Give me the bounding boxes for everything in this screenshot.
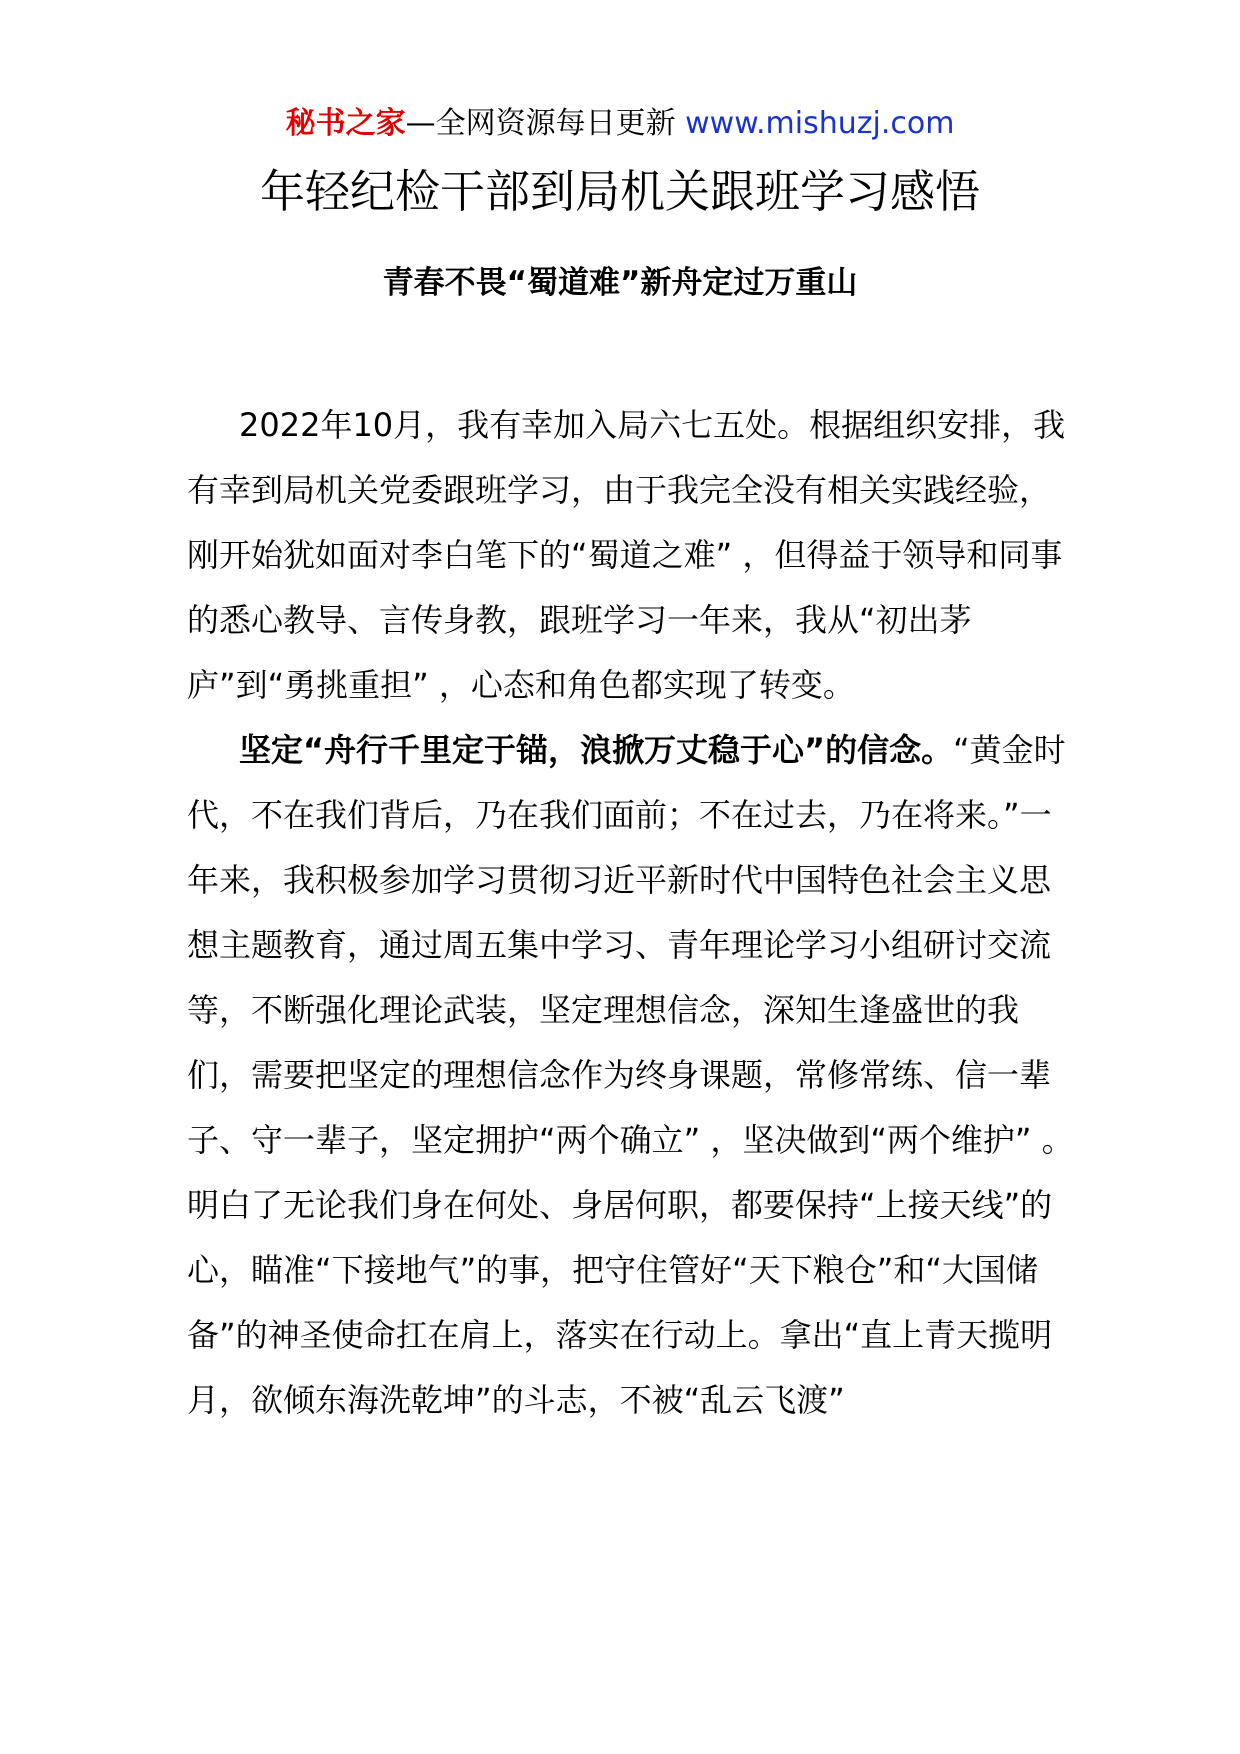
paragraph-2-text: “黄金时代，不在我们背后，乃在我们面前；不在过去，乃在将来。”一年来，我积极参加学习贯彻习近平新时代中国特色社会主义思想主题教育，通过周五集中学习、青年理论学习小组研讨交流等，不断强化理论武装，坚定理想信念，深知生逢盛世的我们，需要把坚定的理想信念作为终身课题，常修常练、信一辈子、守一辈子，坚定拥护“两个确立” ，坚决做到“两个维护” 。明白了无论我们身在何处、身居何职，都要保持“上接天线”的心，瞄准“下接地气”的事，把守住管好“天下粮仓”和“大国储备”的神圣使命扛在肩上，落实在行动上。拿出“直上青天揽明月，欲倾东海洗乾坤”的斗志，不被“乱云飞渡” bbox=[187, 731, 1074, 1419]
site-banner bbox=[0, 104, 1240, 144]
site-url-link[interactable]: www.mishuzj.com bbox=[685, 106, 955, 141]
page-subtitle: 青春不畏“蜀道难”新舟定过万重山 bbox=[382, 265, 858, 301]
page-title: 年轻纪检干部到局机关跟班学习感悟 bbox=[259, 165, 980, 218]
article-body bbox=[187, 393, 1077, 1433]
paragraph-2-lead: 坚定“舟行千里定于锚，浪掀万丈稳于心”的信念。 bbox=[239, 731, 954, 769]
paragraph-1 bbox=[187, 393, 1077, 718]
paragraph-2 bbox=[187, 718, 1077, 1433]
brand-name: 秘书之家 bbox=[285, 106, 406, 141]
site-tagline: —全网资源每日更新 bbox=[405, 106, 676, 141]
paragraph-1-text: 2022年10月，我有幸加入局六七五处。根据组织安排，我有幸到局机关党委跟班学习，由于我完全没有相关实践经验，刚开始犹如面对李白笔下的“蜀道之难” ，但得益于领导和同事的悉心教导、言传身教，跟班学习一年来，我从“初出茅庐”到“勇挑重担” ，心态和角色都实现了转变。 bbox=[187, 406, 1066, 704]
